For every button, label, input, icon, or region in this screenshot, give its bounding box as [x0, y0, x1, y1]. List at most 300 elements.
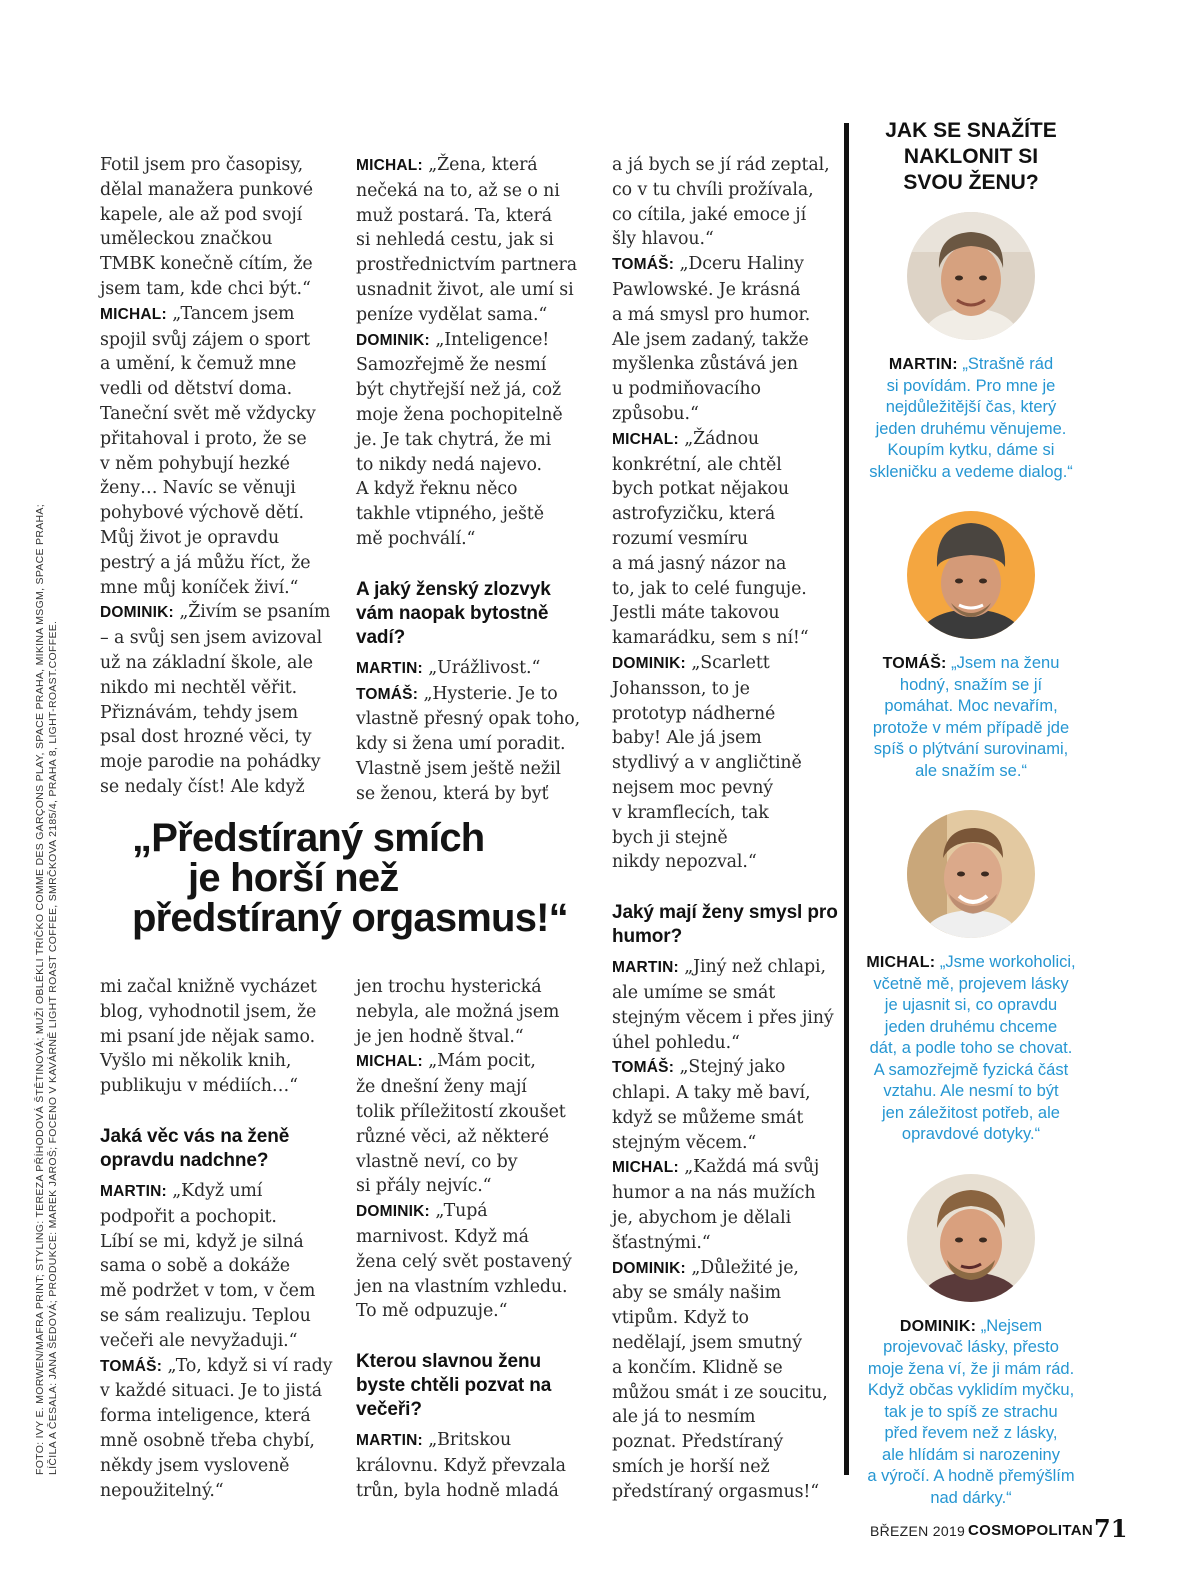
line-text: způsobu.“: [612, 403, 699, 424]
pull-quote-line-1: „Předstíraný smích: [132, 816, 485, 860]
sidebar-quote-line: [860, 1081, 1082, 1103]
col2-bottom-text: [356, 975, 586, 1324]
text-line: [100, 626, 330, 651]
text-line: [100, 1454, 330, 1479]
text-line: [356, 782, 586, 807]
line-text: Ale jsem zadaný, takže: [612, 329, 809, 350]
text-line: [356, 502, 586, 527]
line-text: ale já to nesmím: [612, 1407, 756, 1428]
text-line: [612, 477, 842, 502]
question-heading: A jaký ženský zlozvyk vám naopak bytostně vadí?: [356, 578, 551, 648]
speaker-name: MICHAL:: [612, 1159, 679, 1177]
magazine-name: COSMOPOLITAN: [968, 1522, 1093, 1539]
sidebar-quote-line: [860, 1445, 1082, 1467]
sidebar-quote-line: [860, 1316, 1082, 1338]
text-line: [612, 203, 842, 228]
line-text: žena celý svět postavený: [356, 1251, 572, 1272]
text-line: [612, 1081, 842, 1106]
line-text: prototyp nádherné: [612, 703, 776, 724]
line-text: „Žádnou: [678, 428, 760, 449]
line-text: bych potkat nějakou: [612, 479, 789, 500]
sidebar-quote: [860, 952, 1082, 1146]
line-text: Koupím kytku, dáme si: [887, 441, 1055, 459]
text-line: [612, 826, 842, 851]
text-line: [100, 203, 330, 228]
text-line: [612, 1480, 842, 1505]
line-text: opravdové dotyky.“: [901, 1125, 1041, 1143]
line-text: dělal manažera punkové: [100, 179, 313, 200]
question-heading: Kterou slavnou ženu byste chtěli pozvat na večeři?: [356, 1351, 552, 1421]
text-line: [612, 1031, 842, 1056]
line-text: že dnešní ženy mají: [356, 1077, 527, 1098]
line-text: a má jasný názor na: [612, 553, 787, 574]
line-text: královnu. Když převzala: [356, 1455, 566, 1476]
line-text: předstíraný orgasmus!“: [612, 1481, 820, 1502]
text-line: [612, 1231, 842, 1256]
text-line: [612, 1131, 842, 1156]
line-text: jen trochu hysterická: [356, 977, 542, 997]
avatar: [907, 810, 1035, 938]
speaker-name: MARTIN:: [356, 659, 423, 677]
text-line: [100, 1025, 330, 1050]
text-line: [356, 975, 586, 1000]
line-text: kamarádku, sem s ní!“: [612, 628, 809, 649]
line-text: „Tupá: [429, 1201, 488, 1222]
pull-quote-line-2: je horší než: [188, 856, 399, 900]
line-text: – a svůj sen jsem avizoval: [100, 628, 323, 649]
speaker-name: MICHAL:: [612, 430, 679, 448]
line-text: „Urážlivost.“: [422, 657, 541, 678]
text-line: [612, 527, 842, 552]
line-text: tolik příležitostí zkoušet: [356, 1101, 566, 1122]
speaker-name: DOMINIK:: [356, 331, 430, 349]
line-text: bych ji stejně: [612, 827, 728, 848]
text-line: [100, 676, 330, 701]
portrait-photo-icon: [907, 1174, 1035, 1302]
line-text: Můj život je opravdu: [100, 527, 280, 548]
line-text: usnadnit život, ale umí si: [356, 279, 574, 300]
sidebar-quote-line: [860, 1060, 1082, 1082]
text-line: [356, 179, 586, 204]
text-line: [356, 1250, 586, 1275]
col1-answers: [100, 1179, 333, 1503]
line-text: pohybové výchově dětí.: [100, 503, 304, 524]
text-line: [100, 252, 330, 277]
text-line: [100, 775, 330, 800]
article-column-1: [100, 153, 330, 800]
text-line: [356, 1125, 586, 1150]
line-text: si nehledá cestu, jak si: [356, 230, 554, 251]
text-line: [100, 1049, 330, 1074]
line-text: nebyla, ale možná jsem: [356, 1001, 560, 1022]
sidebar-quote-line: [860, 397, 1082, 419]
sidebar-quote-line: [860, 739, 1082, 761]
text-line: [612, 651, 842, 677]
line-text: konkrétní, ale chtěl: [612, 454, 782, 475]
sidebar-quote-line: [860, 1488, 1082, 1510]
line-text: prostřednictvím partnera: [356, 255, 578, 276]
text-line: [356, 303, 586, 328]
text-line: [612, 601, 842, 626]
sidebar-quote-line: [860, 440, 1082, 462]
line-text: „Když umí: [166, 1180, 263, 1201]
line-text: humor a na nás mužích: [612, 1183, 816, 1204]
line-text: publikuju v médiích…“: [100, 1076, 298, 1097]
text-line: [356, 353, 586, 378]
text-line: [612, 1281, 842, 1306]
line-text: jeden druhému věnujeme.: [875, 419, 1067, 438]
text-line: [612, 377, 842, 402]
text-line: [100, 501, 330, 526]
line-text: uměleckou značkou: [100, 229, 273, 250]
speaker-name: DOMINIK:: [100, 604, 174, 622]
line-text: v něm pohybují hezké: [100, 453, 290, 474]
line-text: před řevem než z lásky,: [884, 1424, 1058, 1442]
text-line: [100, 750, 330, 775]
line-text: a má smysl pro humor.: [612, 304, 811, 325]
sidebar-title-line: JAK SE SNAŽÍTE: [885, 119, 1057, 142]
text-line: [356, 656, 586, 682]
line-text: forma inteligence, která: [100, 1406, 311, 1427]
text-line: [356, 527, 586, 552]
speaker-name: MARTIN:: [888, 356, 958, 373]
text-line: [356, 1174, 586, 1199]
text-line: [356, 204, 586, 229]
text-line: [100, 1304, 330, 1329]
text-line: [612, 751, 842, 776]
sidebar-quote-line: [860, 1423, 1082, 1445]
text-line: [100, 1429, 330, 1454]
line-text: „Živím se psaním: [173, 602, 331, 623]
text-line: [612, 1006, 842, 1031]
text-line: [612, 1306, 842, 1331]
text-line: [612, 981, 842, 1006]
line-text: vztahu. Ale nesmí to být: [883, 1082, 1059, 1100]
text-line: [356, 253, 586, 278]
line-text: poznat. Předstíraný: [612, 1432, 784, 1453]
text-line: [612, 801, 842, 826]
line-text: takhle vtipného, ještě: [356, 504, 544, 525]
line-text: protože v mém případě jde: [872, 718, 1070, 737]
line-text: hodný, snažím se jí: [899, 675, 1043, 694]
line-text: aby se smály našim: [612, 1283, 782, 1304]
line-text: sama o sobě a dokáže: [100, 1256, 290, 1277]
text-line: [356, 453, 586, 478]
text-line: [100, 576, 330, 601]
col3-answers: [612, 955, 842, 1505]
line-text: si povídám. Pro mne je: [886, 376, 1056, 395]
speaker-name: MICHAL:: [356, 1053, 423, 1071]
line-text: si přály nejvíc.“: [356, 1176, 492, 1197]
line-text: je. Je tak chytrá, že mi: [356, 429, 552, 450]
sidebar-quote-line: [860, 696, 1082, 718]
sidebar-quote-line: [860, 995, 1082, 1017]
sidebar-quote: [860, 354, 1082, 483]
line-text: baby! Ale já jsem: [612, 728, 762, 749]
text-line: [612, 1430, 842, 1455]
line-text: „Jsem na ženu: [946, 654, 1060, 672]
speaker-name: TOMÁŠ:: [882, 655, 947, 672]
line-text: je jen hodně štval.“: [356, 1026, 524, 1047]
sidebar-quote-line: [860, 376, 1082, 398]
article-column-2-bottom: [356, 975, 586, 1504]
sidebar-person-tomas: [860, 511, 1082, 782]
text-line: [612, 352, 842, 377]
speaker-name: TOMÁŠ:: [356, 685, 419, 703]
line-text: co cítila, jaké emoce jí: [612, 204, 807, 225]
line-text: jen na vlastním vzhledu.: [356, 1276, 568, 1297]
line-text: někdy jsem vysloveně: [100, 1455, 290, 1476]
line-text: „Nejsem: [976, 1316, 1043, 1335]
text-line: [100, 551, 330, 576]
line-text: úhel pohledu.“: [612, 1032, 740, 1053]
line-text: blog, vyhodnotil jsem, že: [100, 1001, 317, 1022]
speaker-name: DOMINIK:: [899, 1317, 977, 1335]
sidebar-quote-line: [860, 1038, 1082, 1060]
text-line: [356, 682, 586, 708]
sidebar-quote-line: [860, 462, 1082, 484]
text-line: [356, 1275, 586, 1300]
text-line: [356, 477, 586, 502]
text-line: [356, 378, 586, 403]
line-text: nečeká na to, až se o ni: [356, 180, 560, 201]
text-line: [612, 502, 842, 527]
col1-bottom-text: [100, 975, 330, 1099]
text-line: [356, 1454, 586, 1479]
text-line: [356, 1199, 586, 1225]
line-text: v kramflecích, tak: [612, 802, 769, 823]
text-line: [356, 1000, 586, 1025]
line-text: být chytřejší než já, což: [356, 380, 562, 401]
text-line: [356, 278, 586, 303]
line-text: A samozřejmě fyzická část: [873, 1060, 1069, 1079]
line-text: podpořit a pochopit.: [100, 1206, 277, 1227]
line-text: smích je horší než: [612, 1457, 770, 1478]
text-line: [612, 677, 842, 702]
text-line: [612, 850, 842, 875]
text-line: [612, 1405, 842, 1430]
text-line: [612, 1055, 842, 1081]
line-text: nad dárky.“: [930, 1488, 1012, 1507]
line-text: mně osobně třeba chybí,: [100, 1430, 315, 1451]
text-line: [612, 1331, 842, 1356]
line-text: Když občas vyklidím myčku,: [867, 1381, 1075, 1399]
text-line: [100, 1479, 330, 1504]
portrait-photo-icon: [907, 810, 1035, 938]
text-line: [100, 1329, 330, 1354]
text-line: [612, 1206, 842, 1231]
line-text: „Dceru Haliny: [674, 254, 804, 275]
text-line: [356, 757, 586, 782]
text-line: [356, 1025, 586, 1050]
text-line: [356, 328, 586, 354]
text-line: [100, 328, 330, 353]
question-heading: Jaká věc vás na ženě opravdu nadchne?: [100, 1125, 290, 1171]
sidebar-quote-line: [860, 1017, 1082, 1039]
line-text: ženy… Navíc se věnuji: [100, 478, 296, 499]
text-line: [100, 1254, 330, 1279]
text-line: [612, 303, 842, 328]
line-text: kdy si žena umí poradit.: [356, 734, 566, 755]
line-text: Fotil jsem pro časopisy,: [100, 155, 304, 175]
line-text: včetně mě, projevem lásky: [873, 974, 1069, 993]
text-line: [100, 701, 330, 726]
line-text: nikdy nepozval.“: [612, 852, 757, 873]
line-text: pestrý a já můžu říct, že: [100, 552, 311, 573]
sidebar-quote-line: [860, 354, 1082, 376]
text-line: [612, 1155, 842, 1181]
line-text: peníze vydělat sama.“: [356, 304, 548, 325]
text-line: [100, 1179, 330, 1205]
text-line: [356, 428, 586, 453]
col3-top-text: [612, 153, 842, 875]
line-text: nejsem moc pevný: [612, 777, 774, 798]
text-line: [612, 427, 842, 453]
line-text: je, abychom je dělali: [612, 1208, 792, 1229]
line-text: projevovač lásky, přesto: [883, 1338, 1059, 1356]
line-text: Vlastně jsem ještě nežil: [356, 758, 561, 779]
sidebar-quote-line: [860, 952, 1082, 974]
text-line: [356, 1100, 586, 1125]
col2-top-text: [356, 153, 586, 552]
line-text: myšlenka zůstává jen: [612, 354, 798, 375]
avatar: [907, 511, 1035, 639]
text-line: [100, 452, 330, 477]
col2-bottom-answers: [356, 1428, 586, 1503]
text-line: [100, 526, 330, 551]
line-text: co v tu chvíli prožívala,: [612, 179, 814, 200]
text-line: [612, 702, 842, 727]
text-line: [356, 153, 586, 179]
question-heading: Jaký mají ženy smysl pro humor?: [612, 902, 838, 948]
text-line: [356, 403, 586, 428]
sidebar-quote-line: [860, 1380, 1082, 1402]
speaker-name: TOMÁŠ:: [612, 256, 675, 274]
text-line: [356, 732, 586, 757]
line-text: se sám realizuju. Teplou: [100, 1305, 311, 1326]
pull-quote: [132, 818, 592, 938]
line-text: „Jiný než chlapi,: [678, 957, 826, 978]
text-line: [356, 1049, 586, 1075]
line-text: „Britskou: [422, 1430, 512, 1451]
line-text: se ženou, která by byť: [356, 783, 549, 804]
sidebar-quote-line: [860, 1359, 1082, 1381]
line-text: mne můj koníček živí.“: [100, 577, 299, 598]
text-line: [100, 1230, 330, 1255]
text-line: [612, 1106, 842, 1131]
speaker-name: MICHAL:: [356, 157, 423, 174]
article-column-3: [612, 153, 842, 1505]
line-text: „Stejný jako: [674, 1057, 786, 1078]
text-line: [100, 1354, 333, 1380]
line-text: „Inteligence!: [429, 329, 550, 350]
line-text: vlastně neví, co by: [356, 1151, 518, 1172]
line-text: Pawlowské. Je krásná: [612, 279, 801, 300]
speaker-name: DOMINIK:: [356, 1203, 430, 1221]
text-line: [356, 1150, 586, 1175]
text-line: [100, 476, 330, 501]
line-text: „Důležité je,: [685, 1257, 799, 1278]
line-text: mě podržet v tom, v čem: [100, 1281, 316, 1302]
text-line: [612, 227, 842, 252]
line-text: v každé situaci. Je to jistá: [100, 1381, 322, 1402]
sidebar-quote-line: [860, 1337, 1082, 1359]
text-line: [612, 776, 842, 801]
sidebar-quote-line: [860, 419, 1082, 441]
text-line: [612, 402, 842, 427]
text-line: [356, 1225, 586, 1250]
line-text: šťastnými.“: [612, 1232, 711, 1253]
line-text: šly hlavou.“: [612, 229, 714, 250]
text-line: [100, 402, 330, 427]
line-text: „To, když si ví rady: [162, 1355, 333, 1376]
text-line: [100, 277, 330, 302]
speaker-name: MARTIN:: [612, 959, 679, 977]
sidebar-quote-line: [860, 974, 1082, 996]
line-text: kapele, ale až pod svojí: [100, 204, 303, 225]
line-text: tak je to spíš ze strachu: [884, 1402, 1058, 1421]
line-text: „Hysterie. Je to: [418, 683, 558, 704]
speaker-name: MARTIN:: [356, 1432, 423, 1450]
line-text: „Každá má svůj: [678, 1157, 820, 1178]
line-text: To mě odpuzuje.“: [356, 1301, 508, 1322]
line-text: skleničku a vedeme dialog.“: [869, 462, 1073, 481]
article-column-1-bottom: [100, 975, 333, 1503]
text-line: [100, 377, 330, 402]
text-line: [356, 1479, 586, 1504]
text-line: [612, 178, 842, 203]
text-line: [100, 227, 330, 252]
line-text: vedli od dětství doma.: [100, 379, 293, 400]
line-text: Přiznávám, tehdy jsem: [100, 702, 299, 723]
text-line: [612, 453, 842, 478]
line-text: nedělají, jsem smutný: [612, 1333, 803, 1354]
line-text: stejným věcem.“: [612, 1132, 757, 1153]
line-text: a končím. Klidně se: [612, 1357, 783, 1378]
line-text: chlapi. A taky mě baví,: [612, 1083, 811, 1104]
line-text: různé věci, až některé: [356, 1126, 549, 1147]
line-text: moje žena pochopitelně: [356, 404, 563, 425]
sidebar-title-line: SVOU ŽENU?: [903, 171, 1039, 194]
line-text: stydlivý a v angličtině: [612, 753, 802, 774]
line-text: mi psaní jde nějak samo.: [100, 1026, 316, 1047]
sidebar-quote-line: [860, 653, 1082, 675]
text-line: [356, 1299, 586, 1324]
line-text: nikdo mi nechtěl věřit.: [100, 677, 298, 698]
sidebar-person-michal: [860, 810, 1082, 1146]
speaker-name: MICHAL:: [866, 954, 936, 971]
credits-line-1: FOTO: IVY E. MORWEN/MAFRA PRINT; STYLING: TEREZA PŘÍHODOVÁ ŠTĚTINOVÁ; MUŽI OBLÉKLI TRIČKO COMME DES GARÇONS PLAY, SPACE PRAHA, MIKINA MSGM, SPACE PRAHA;: [34, 504, 46, 1475]
issue-date: BŘEZEN 2019: [870, 1523, 966, 1539]
text-line: [100, 1205, 330, 1230]
sidebar-quote-line: [860, 1124, 1082, 1146]
speaker-name: TOMÁŠ:: [612, 1059, 675, 1077]
text-line: [612, 328, 842, 353]
text-line: [612, 1356, 842, 1381]
text-line: [356, 707, 586, 732]
text-line: [612, 955, 842, 981]
line-text: vlastně přesný opak toho,: [356, 709, 581, 730]
line-text: Johansson, to je: [612, 678, 750, 699]
text-line: [100, 153, 330, 178]
line-text: „Žena, která: [422, 155, 538, 175]
line-text: pomáhat. Moc nevařím,: [884, 697, 1058, 715]
text-line: [612, 153, 842, 178]
sidebar-title: [860, 118, 1082, 196]
line-text: marnivost. Když má: [356, 1226, 529, 1247]
text-line: [100, 1279, 330, 1304]
line-text: je ujasnit si, co opravdu: [884, 996, 1058, 1014]
